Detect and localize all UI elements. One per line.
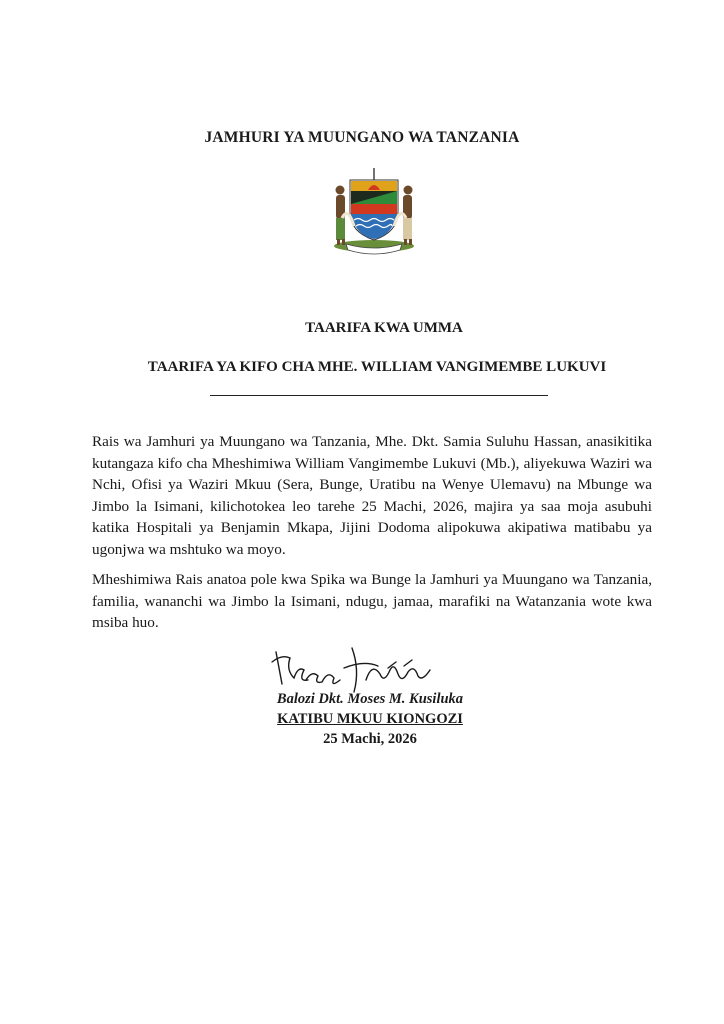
country-header: JAMHURI YA MUUNGANO WA TANZANIA [204,129,520,146]
body-paragraph-1: Rais wa Jamhuri ya Muungano wa Tanzania, Mhe. Dkt. Samia Suluhu Hassan, anasikitika kutangaza kifo cha Mheshimiwa William Vangimembe Lukuvi (Mb.), aliyekuwa Waziri wa Nchi, Ofisi ya Waziri Mkuu (Sera, Bunge, Uratibu na Wenye Ulemavu) na Mbunge wa Jimbo la Isimani, kilichotokea leo tarehe 25 Machi, 2026, majira ya saa moja asubuhi katika Hospitali ya Benjamin Mkapa, Jijini Dodoma alipokuwa akipatiwa matibabu ya ugonjwa wa mshtuko wa moyo. [92,433,652,558]
body-paragraph-2: Mheshimiwa Rais anatoa pole kwa Spika wa Bunge la Jamhuri ya Muungano wa Tanzania, familia, wananchi wa Jimbo la Isimani, ndugu, jamaa, marafiki na Watanzania wote kwa msiba huo. [92,571,652,631]
signing-date: 25 Machi, 2026 [323,731,417,747]
signer-title-text: KATIBU MKUU KIONGOZI [277,711,463,727]
notice-title: TAARIFA KWA UMMA [305,320,463,336]
handwritten-signature [268,640,438,698]
tanzania-coat-of-arms-icon [328,166,420,256]
title-divider [210,395,548,396]
notice-subject: TAARIFA YA KIFO CHA MHE. WILLIAM VANGIMEMBE LUKUVI [147,359,607,375]
signer-title [220,711,520,728]
signer-name: Balozi Dkt. Moses M. Kusiluka [276,691,464,707]
